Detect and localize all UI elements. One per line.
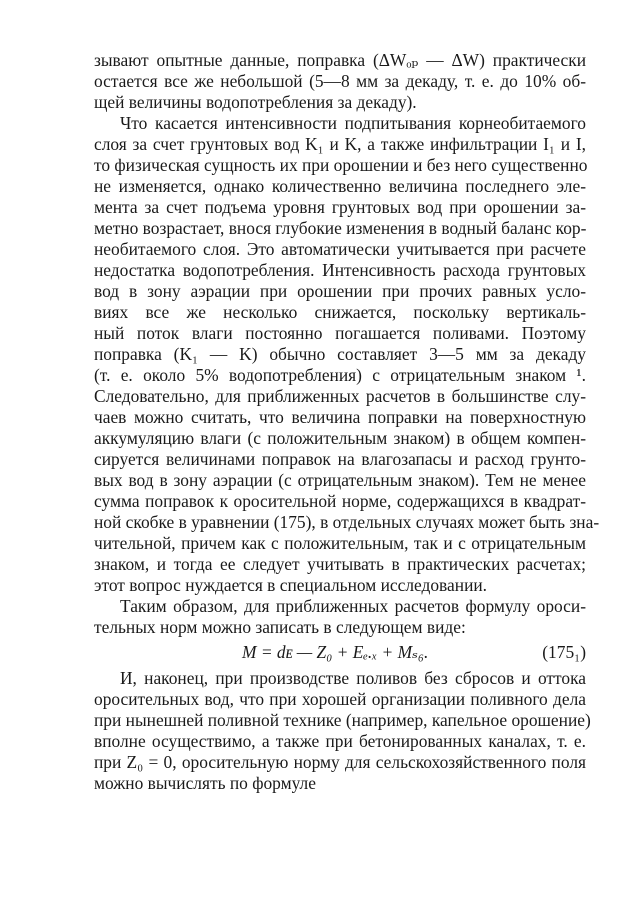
formula-175-1	[94, 641, 586, 663]
text-line: мента за счет подъема уровня грунтовых вод при орошении за-	[94, 197, 586, 217]
text-line: виях все же несколько снижается, поскольку вертикаль-	[94, 302, 586, 322]
text-line: можно вычислять по формуле	[94, 773, 316, 793]
text-line: то физическая сущность их при орошении и без него существенно	[94, 155, 588, 175]
text-line: ный поток влаги постоянно погашается поливами. Поэтому	[94, 323, 586, 343]
text-line: аккумуляцию влаги (с положительным знаком) в общем компен-	[94, 428, 586, 448]
text-line: сумма поправок к оросительной норме, содержащихся в квадрат-	[94, 491, 586, 511]
text-line: остается все же небольшой (5—8 мм за декаду, т. е. до 10% об-	[94, 71, 586, 91]
text-line: вполне осуществимо, а также при бетонированных каналах, т. е.	[94, 731, 586, 751]
text-line: поправка (K₁ — K) обычно составляет 3—5 мм за декаду	[94, 344, 586, 364]
text-line: знаком, и тогда ее следует учитывать в практических расчетах;	[94, 554, 586, 574]
text-line: щей величины водопотребления за декаду).	[94, 92, 417, 112]
text-line: при Z₀ = 0, оросительную норму для сельскохозяйственного поля	[94, 752, 586, 772]
formula-expression: M = dᴇ — Z₀ + Eₑ.ₓ + Mₛ₆.	[242, 642, 429, 662]
text-line: необитаемого слоя. Это автоматически учитывается при расчете	[94, 239, 586, 259]
text-line: слоя за счет грунтовых вод K₁ и K, а также инфильтрации I₁ и I,	[94, 134, 586, 154]
text-line: при нынешней поливной технике (например, капельное орошение)	[94, 710, 591, 730]
text-line: (т. е. около 5% водопотребления) с отрицательным знаком ¹.	[94, 365, 586, 385]
text-line: зывают опытные данные, поправка (ΔWₒₚ — ΔW) практически	[94, 50, 586, 70]
text-line: оросительных вод, что при хорошей организации поливного дела	[94, 689, 586, 709]
text-line: недостатка водопотребления. Интенсивность расхода грунтовых	[94, 260, 586, 280]
text-line: вых вод в зону аэрации (с отрицательным знаком). Тем не менее	[94, 470, 586, 490]
text-line: сируется величинами поправок на влагозапасы и расход грунто-	[94, 449, 586, 469]
text-line: Следовательно, для приближенных расчетов в большинстве слу-	[94, 386, 586, 406]
text-line: метно возрастает, внося глубокие изменения в водный баланс кор-	[94, 218, 587, 238]
text-line: вод в зону аэрации при орошении при прочих равных усло-	[94, 281, 586, 301]
text-line: не изменяется, однако количественно величина последнего эле-	[94, 176, 586, 196]
text-line: И, наконец, при производстве поливов без сбросов и оттока	[120, 668, 586, 688]
text-line: Что касается интенсивности подпитывания корнеобитаемого	[120, 113, 586, 133]
text-line: чительной, причем как с положительным, так и с отрицательным	[94, 533, 586, 553]
text-line: чаев можно считать, что величина поправки на поверхностную	[94, 407, 586, 427]
formula-number: (175₁)	[542, 642, 586, 662]
text-line: тельных норм можно записать в следующем виде:	[94, 617, 466, 637]
text-line: ной скобке в уравнении (175), в отдельных случаях может быть зна-	[94, 512, 600, 532]
text-line: Таким образом, для приближенных расчетов формулу ороси-	[120, 596, 586, 616]
text-line: этот вопрос нуждается в специальном исследовании.	[94, 575, 488, 595]
